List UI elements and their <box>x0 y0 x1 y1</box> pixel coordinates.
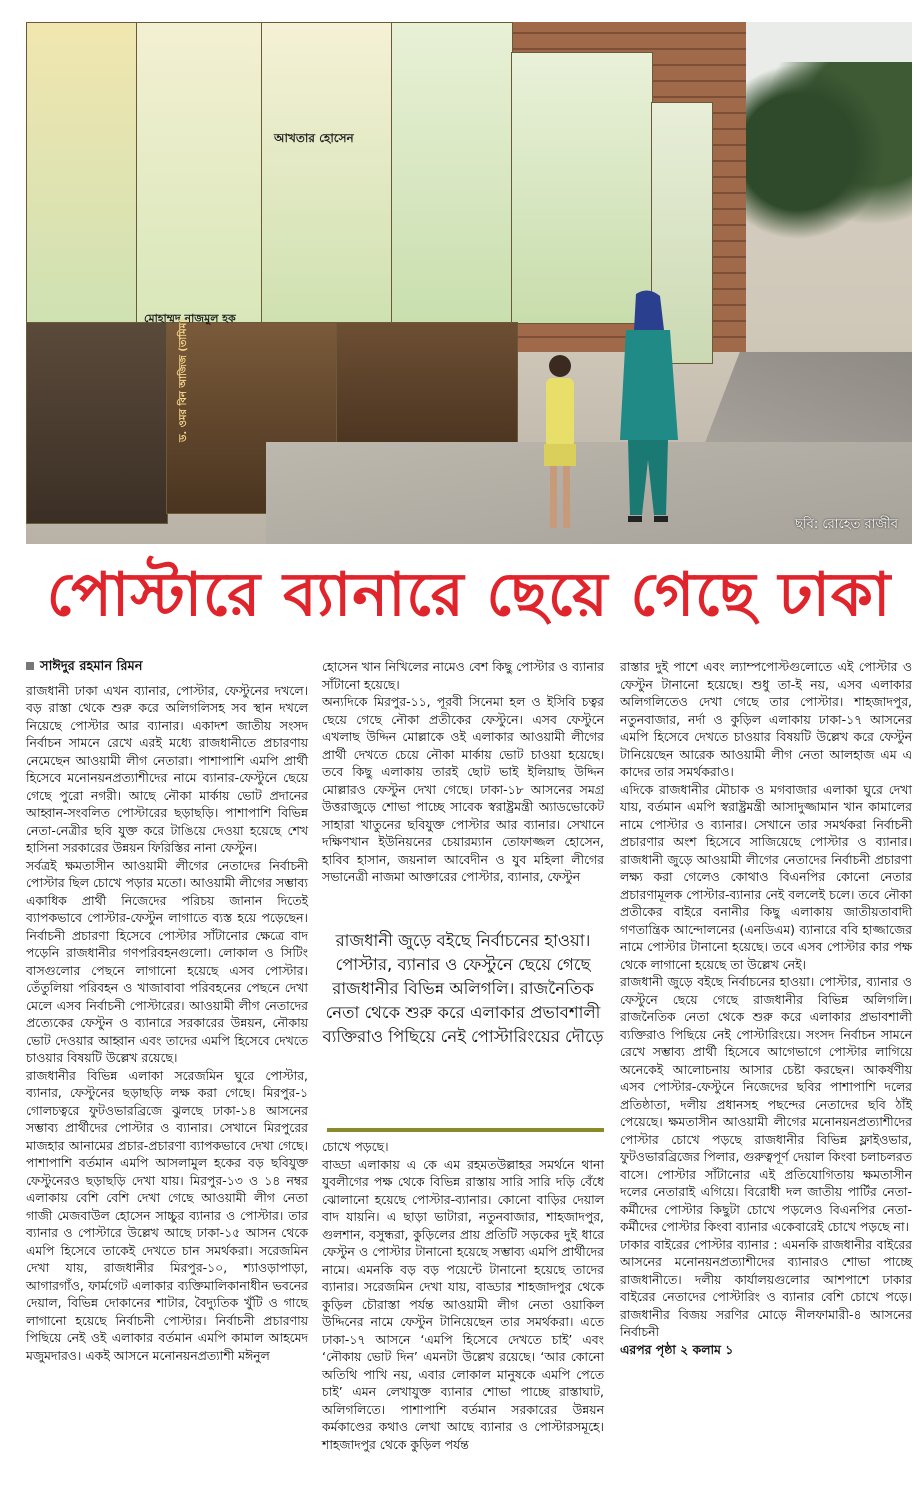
paragraph: রাজধানী জুড়ে বইছে নির্বাচনের হাওয়া। পোস্টার, ব্যানার ও ফেস্টুনে ছেয়ে গেছে রাজধানীর বিভিন্ন অলিগলি। রাজনৈতিক নেতা থেকে শুরু করে এলাকার প্রভাবশালী ব্যক্তিরাও পিছিয়ে নেই পোস্টারিংয়ে। সংসদ নির্বাচন সামনে রেখে সম্ভাব্য প্রার্থী হিসেবে আগেভাগে পোস্টার লাগিয়ে অনেকেই আলোচনায় আসার চেষ্টা করছেন। আকর্ষণীয় এসব পোস্টার-ফেস্টুনে নিজেদের ছবির পাশাপাশি দলের প্রতিষ্ঠাতা, দলীয় প্রধানসহ পছন্দের নেতাদের ছবি ঠাঁই পেয়েছে। ক্ষমতাসীন আওয়ামী লীগের মনোনয়নপ্রত্যাশীদের পোস্টার চোখে পড়ছে রাজধানীর বিভিন্ন ফ্লাইওভার, ফুটওভারব্রিজের পিলার, গুরুত্বপূর্ণ দেয়াল কিংবা চলাচলরত বাসে। পোস্টার সাঁটানোর এই প্রতিযোগিতায় ক্ষমতাসীন দলের নেতারাই এগিয়ে। বিরোধী দল জাতীয় পার্টির নেতা-কর্মীদের পোস্টার কিছুটা চোখে পড়লেও বিএনপির নেতা-কর্মীদের পোস্টার কিংবা ব্যানার একেবারেই চোখে পড়ছে না। <box>620 974 912 1234</box>
photo-credit: ছবি: রোহেত রাজীব <box>795 517 898 532</box>
pull-quote-rule <box>327 1128 604 1132</box>
paragraph: সর্বত্রই ক্ষমতাসীন আওয়ামী লীগের নেতাদের নির্বাচনী পোস্টার ছিল চোখে পড়ার মতো। আওয়ামী লীগের সম্ভাব্য একাধিক প্রার্থী নিজেদের পরিচয় জানান দিতেই ব্যাপকভাবে পোস্টার-ফেস্টুন লাগাতে ব্যস্ত হয়ে পড়েছেন। নির্বাচনী প্রচারণা হিসেবে পোস্টার সাঁটানোর ক্ষেত্রে বাদ পড়েনি রাজধানীর গণপরিবহনগুলো। লোকাল ও সিটিং বাসগুলোর পেছনে লাগানো হয়েছে এসব পোস্টার। তেঁতুলিয়া পরিবহন ও খাজাবাবা পরিবহনের পেছনে দেখা মেলে এসব নির্বাচনী পোস্টারের। আওয়ামী লীগ নেতাদের প্রত্যেকের ফেস্টুন ও ব্যানারে সরকারের উন্নয়ন, নৌকায় ভোট দেওয়ার আহ্বান এবং তাদের এমপি হিসেবে দেখতে চাওয়ার বিষয়টি উল্লেখ রয়েছে। <box>26 857 308 1065</box>
news-photo <box>26 22 912 544</box>
headline: পোস্টারে ব্যানারে ছেয়ে গেছে ঢাকা <box>46 560 892 630</box>
paragraph: চোখে পড়ছে। <box>322 1139 389 1154</box>
paragraph: বাড্ডা এলাকায় এ কে এম রহমতউল্লাহর সমর্থনে থানা যুবলীগের পক্ষ থেকে বিভিন্ন রাস্তায় সারি সারি দড়ি বেঁধে ঝোলানো হয়েছে পোস্টার-ব্যানার। কোনো বাড়ির দেয়াল বাদ যায়নি। এ ছাড়া ভাটারা, নতুনবাজার, শাহজাদপুর, গুলশান, বসুন্ধরা, কুড়িলের প্রায় প্রতিটি সড়কের দুই ধারে ফেস্টুন ও পোস্টার টানানো হয়েছে সম্ভাব্য এমপি প্রার্থীদের নামে। এমনকি বড় বড় পয়েন্টে টানানো হয়েছে তাদের ব্যানার। সরেজমিন দেখা যায়, বাড্ডার শাহজাদপুর থেকে কুড়িল চৌরাস্তা পর্যন্ত আওয়ামী লীগ নেতা ওয়াকিল উদ্দিনের নামে ফেস্টুন টানিয়েছেন তার সমর্থকরা। এতে ঢাকা-১৭ আসনে ‘এমপি হিসেবে দেখতে চাই’ এবং ‘নৌকায় ভোট দিন’ এমনটা উল্লেখ রয়েছে। ‘আর কোনো অতিথি পাখি নয়, এবার লোকাল মানুষকে এমপি পেতে চাই’ এমন লেখাযুক্ত ব্যানার শোভা পাচ্ছে রাস্তাঘাট, অলিগলিতে। পাশাপাশি বর্তমান সরকারের উন্নয়ন কর্মকাণ্ডের কথাও লেখা আছে ব্যানার ও পোস্টারসমূহে। শাহজাদপুর থেকে কুড়িল পর্যন্ত <box>322 1156 604 1452</box>
paragraph: রাজধানী ঢাকা এখন ব্যানার, পোস্টার, ফেস্টুনের দখলে। বড় রাস্তা থেকে শুরু করে অলিগলিসহ সব স্থান দখলে নিয়েছে পোস্টার আর ব্যানার। একাদশ জাতীয় সংসদ নির্বাচন সামনে রেখে এরই মধ্যে রাজধানীতে প্রচারণায় নেমেছেন আওয়ামী লীগ নেতারা। পাশাপাশি এমপি প্রার্থী হিসেবে মনোনয়নপ্রত্যাশীদের নামে ব্যানার-ফেস্টুনে ছেয়ে গেছে পুরো নগরী। আছে নৌকা মার্কায় ভোট প্রদানের আহ্বান-সংবলিত পোস্টারের ছড়াছড়ি। পাশাপাশি বিভিন্ন নেতা-নেত্রীর ছবি যুক্ত করে টাঙিয়ে দেওয়া হয়েছে শেখ হাসিনা সরকারের উন্নয়ন ফিরিস্তির নানা ফেস্টুন। <box>26 682 308 855</box>
article-column-3 <box>620 658 912 1358</box>
article-column-1 <box>26 658 308 1364</box>
trees <box>722 62 912 242</box>
article-column-2-top <box>322 658 604 886</box>
paragraph: হোসেন খান নিখিলের নামেও বেশ কিছু পোস্টার ও ব্যানার সাঁটানো হয়েছে। <box>322 659 604 692</box>
byline-author: সাঈদুর রহমান রিমন <box>40 659 143 674</box>
paragraph: রাজধানীর বিভিন্ন এলাকা সরেজমিন ঘুরে পোস্টার, ব্যানার, ফেস্টুনের ছড়াছড়ি লক্ষ করা গেছে। মিরপুর-১ গোলচত্বরে ফুটওভারব্রিজে ঝুলছে ঢাকা-১৪ আসনের সম্ভাব্য প্রার্থীদের পোস্টার ও ব্যানার। সেখানে মিরপুরের মাজহার আনামের প্রচার-প্রচারণা ব্যাপকভাবে দেখা গেছে। পাশাপাশি বর্তমান এমপি আসলামুল হকের বড় ছবিযুক্ত ফেস্টুনেরও ছড়াছড়ি দেখা যায়। মিরপুর-১৩ ও ১৪ নম্বর এলাকায় বেশি বেশি দেখা গেছে আওয়ামী লীগ নেতা গাজী মেজবাউল হোসেন সাচ্চুর ব্যানার ও পোস্টার। তার ব্যানার ও পোস্টারে উল্লেখ আছে ঢাকা-১৫ আসন থেকে এমপি হিসেবে তাকেই দেখতে চান সমর্থকরা। সরেজমিন দেখা যায়, রাজধানীর মিরপুর-১০, শ্যাওড়াপাড়া, আগারগাঁও, ফার্মগেট এলাকার ব্যক্তিমালিকানাধীন ভবনের দেয়াল, বিভিন্ন দোকানের শাটার, বৈদ্যুতিক খুঁটি ও গাছে লাগানো হয়েছে নির্বাচনী পোস্টার। নির্বাচনী প্রচারণায় পিছিয়ে নেই ওই এলাকার বর্তমান এমপি কামাল আহমেদ মজুমদারও। একই আসনে মনোনয়নপ্রত্যাশী মঈনুল <box>26 1067 308 1363</box>
woman-figure <box>608 290 688 530</box>
byline <box>26 658 308 676</box>
article-column-2-bottom <box>322 1138 604 1453</box>
continuation-note: এরপর পৃষ্ঠা ২ কলাম ১ <box>620 1341 734 1357</box>
byline-square-icon <box>26 662 34 670</box>
paragraph: অন্যদিকে মিরপুর-১১, পূরবী সিনেমা হল ও ইসিবি চত্বর ছেয়ে গেছে নৌকা প্রতীকের ফেস্টুনে। এসব ফেস্টুনে এখলাছ উদ্দিন মোল্লাকে ওই এলাকার আওয়ামী লীগের প্রার্থী দেখতে চেয়ে নৌকা মার্কায় ভোট চাওয়া হয়েছে। তবে কিছু এলাকায় তারই ছোট ভাই ইলিয়াছ উদ্দিন মোল্লারও ফেস্টুন দেখা গেছে। ঢাকা-১৮ আসনের সমগ্র উত্তরাজুড়ে শোভা পাচ্ছে সাবেক স্বরাষ্ট্রমন্ত্রী অ্যাডভোকেট সাহারা খাতুনের ছবিযুক্ত পোস্টার আর ব্যানার। সেখানে দক্ষিণখান ইউনিয়নের চেয়ারম্যান তোফাজ্জল হোসেন, হাবিব হাসান, জয়নাল আবেদীন ও যুব মহিলা লীগের সভানেত্রী নাজমা আক্তারের পোস্টার, ব্যানার, ফেস্টুন <box>322 694 604 884</box>
paragraph: এদিকে রাজধানীর মৌচাক ও মগবাজার এলাকা ঘুরে দেখা যায়, বর্তমান এমপি স্বরাষ্ট্রমন্ত্রী আসাদুজ্জামান খান কামালের নামে পোস্টার ও ব্যানার। সেখানে তার সমর্থকরা নির্বাচনী প্রচারণার অংশ হিসেবে সাজিয়েছে পোস্টার ও ব্যানার। রাজধানী জুড়ে আওয়ামী লীগের নেতাদের নির্বাচনী প্রচারণা লক্ষ্য করা গেলেও কোথাও বিএনপির কোনো নেতার প্রচারণামূলক পোস্টার-ব্যানার নেই বললেই চলে। তবে নৌকা প্রতীকের বাইরে বনানীর কিছু এলাকায় জাতীয়তাবাদী গণতান্ত্রিক আন্দোলনের (এনডিএম) ব্যানারে ববি হাজ্জাজের নামে পোস্টার টানানো হয়েছে। তবে এসব পোস্টার কার পক্ষ থেকে লাগানো হয়েছে তা উল্লেখ নেই। <box>620 781 912 972</box>
paragraph: ঢাকার বাইরের পোস্টার ব্যানার : এমনকি রাজধানীর বাইরের আসনের মনোনয়নপ্রত্যাশীদের ব্যানারও শোভা পাচ্ছে রাজধানীতে। দলীয় কার্যালয়গুলোর আশপাশে ঢাকার বাইরের নেতাদের পোস্টারিং ও ব্যানার বেশি চোখে পড়ে। রাজধানীর বিজয় সরণির মোড়ে নীলফামারী-৪ আসনের নির্বাচনী <box>620 1236 912 1339</box>
paragraph: রাস্তার দুই পাশে এবং ল্যাম্পপোস্টগুলোতে এই পোস্টার ও ফেস্টুন টানানো হয়েছে। শুধু তা-ই নয়, এসব এলাকার অলিগলিতেও দেখা গেছে তার পোস্টার। শাহজাদপুর, নতুনবাজার, নর্দা ও কুড়িল এলাকায় ঢাকা-১৭ আসনের এমপি হিসেবে দেখতে চাওয়ার বিষয়টি উল্লেখ করে ফেস্টুন টানিয়েছেন আরেক আওয়ামী লীগ নেতা আলহাজ এম এ কাদের তার সমর্থকরাও। <box>620 659 912 779</box>
child-figure <box>534 352 586 542</box>
pull-quote: রাজধানী জুড়ে বইছে নির্বাচনের হাওয়া। পোস্টার, ব্যানার ও ফেস্টুনে ছেয়ে গেছে রাজধানীর বিভিন্ন অলিগলি। রাজনৈতিক নেতা থেকে শুরু করে এলাকার প্রভাবশালী ব্যক্তিরাও পিছিয়ে নেই পোস্টারিংয়ের দৌড়ে <box>322 931 604 1046</box>
poster-name-2: মোহাম্মদ নাজমুল হক <box>144 312 236 325</box>
poster-name-3: ড. ওমর বিন আজিজ (তামিম) <box>178 318 189 442</box>
poster-name-1: আখতার হোসেন <box>274 131 354 145</box>
